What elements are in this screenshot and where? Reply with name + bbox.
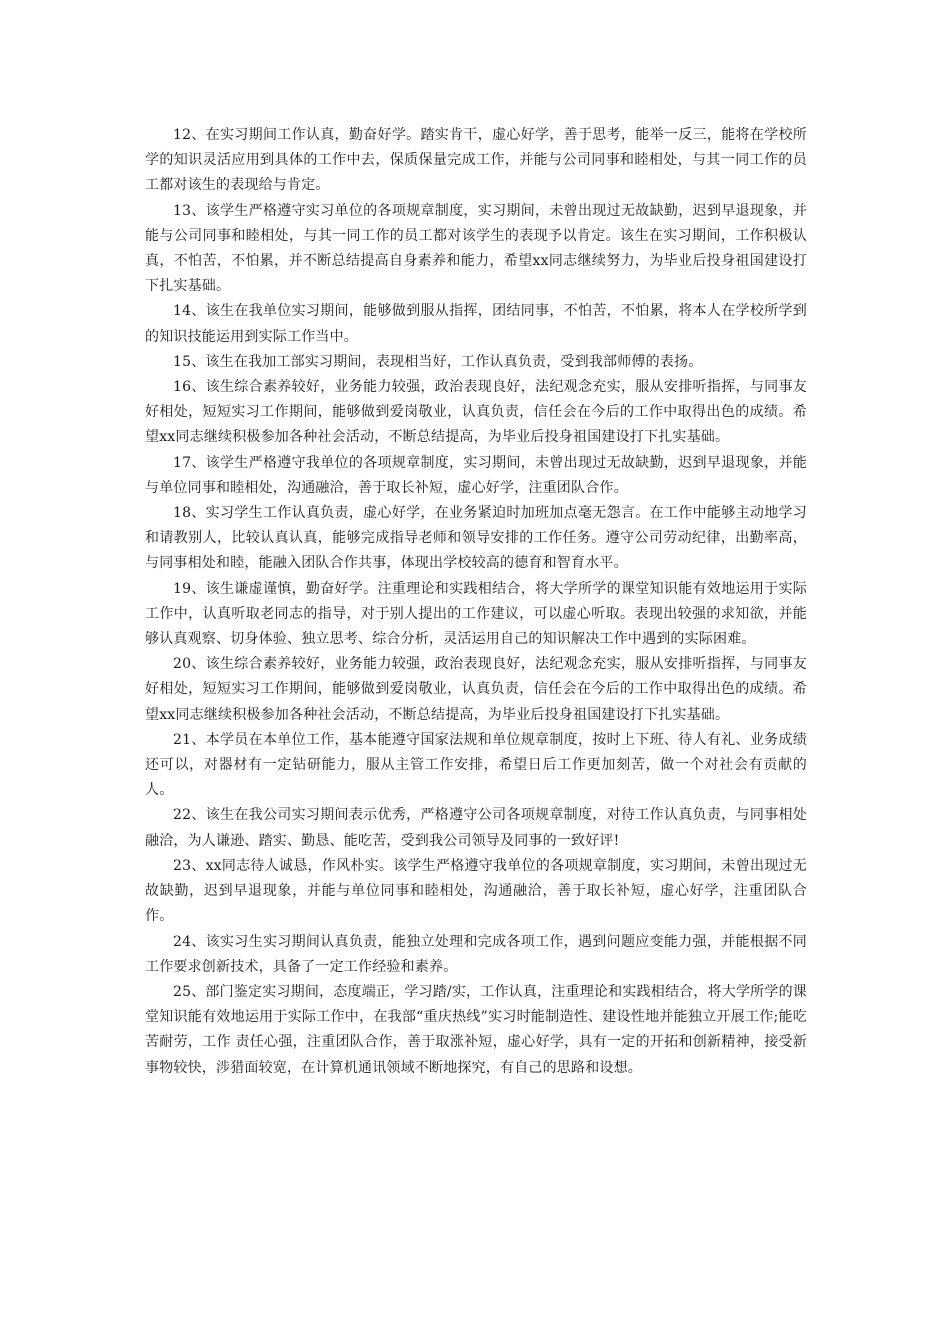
paragraph-20: 20、该生综合素养较好，业务能力较强，政治表现良好，法纪观念充实，服从安排听指挥，与同事友好相处，短短实习工作期间，能够做到爱岗敬业，认真负责，信任会在今后的工作中取得出色的成绩。希望xx同志继续积极参加各种社会活动，不断总结提高，为毕业后投身祖国建设打下扎实基础。 (145, 656, 807, 723)
paragraph-17: 17、该学生严格遵守我单位的各项规章制度，实习期间，未曾出现过无故缺勤，迟到早退现象，并能与单位同事和睦相处，沟通融洽，善于取长补短，虚心好学，注重团队合作。 (145, 454, 807, 496)
paragraph-24: 24、该实习生实习期间认真负责，能独立处理和完成各项工作，遇到问题应变能力强，并能根据不同工作要求创新技术，具备了一定工作经验和素养。 (145, 933, 807, 975)
paragraph-12: 12、在实习期间工作认真，勤奋好学。踏实肯干，虚心好学，善于思考，能举一反三，能将在学校所学的知识灵活应用到具体的工作中去，保质保量完成工作，并能与公司同事和睦相处，与其一同工作的员工都对该生的表现给与肯定。 (145, 127, 807, 194)
paragraph-13: 13、该学生严格遵守实习单位的各项规章制度，实习期间，未曾出现过无故缺勤，迟到早退现象，并能与公司同事和睦相处，与其一同工作的员工都对该学生的表现予以肯定。该生在实习期间，工作积极认真，不怕苦，不怕累，并不断总结提高自身素养和能力，希望xx同志继续努力，为毕业后投身祖国建设打下扎实基础。 (145, 202, 807, 295)
paragraph-19: 19、该生谦虚谨慎，勤奋好学。注重理论和实践相结合，将大学所学的课堂知识能有效地运用于实际工作中，认真听取老同志的指导，对于别人提出的工作建议，可以虚心听取。表现出较强的求知欲，并能够认真观察、切身体验、独立思考、综合分析，灵活运用自己的知识解决工作中遇到的实际困难。 (145, 580, 807, 648)
paragraph-15: 15、该生在我加工部实习期间，表现相当好，工作认真负责，受到我部师傅的表扬。 (173, 353, 703, 370)
paragraph-16: 16、该生综合素养较好，业务能力较强，政治表现良好，法纪观念充实，服从安排听指挥，与同事友好相处，短短实习工作期间，能够做到爱岗敬业，认真负责，信任会在今后的工作中取得出色的成绩。希望xx同志继续积极参加各种社会活动，不断总结提高，为毕业后投身祖国建设打下扎实基础。 (145, 379, 807, 446)
paragraph-14: 14、该生在我单位实习期间，能够做到服从指挥，团结同事，不怕苦，不怕累，将本人在学校所学到的知识技能运用到实际工作当中。 (145, 303, 807, 345)
paragraph-21: 21、本学员在本单位工作，基本能遵守国家法规和单位规章制度，按时上下班、待人有礼、业务成绩还可以，对器材有一定钻研能力，服从主管工作安排，希望日后工作更加刻苦，做一个对社会有贡献的人。 (145, 731, 807, 799)
document-body (145, 123, 807, 1081)
paragraph-18: 18、实习学生工作认真负责，虚心好学，在业务紧迫时加班加点毫无怨言。在工作中能够主动地学习和请教别人，比较认真认真，能够完成指导老师和领导安排的工作任务。遵守公司劳动纪律，出勤率高，与同事相处和睦，能融入团队合作共事，体现出学校较高的德育和智育水平。 (145, 505, 807, 572)
paragraph-23: 23、xx同志待人诚恳，作风朴实。该学生严格遵守我单位的各项规章制度，实习期间，未曾出现过无故缺勤，迟到早退现象，并能与单位同事和睦相处，沟通融洽，善于取长补短，虚心好学，注重团队合作。 (145, 857, 807, 925)
paragraph-25: 25、部门鉴定实习期间，态度端正，学习踏/实，工作认真，注重理论和实践相结合，将大学所学的课堂知识能有效地运用于实际工作中，在我部“重庆热线”实习时能制造性、建设性地并能独立开展工作;能吃苦耐劳，工作 责任心强，注重团队合作，善于取涨补短，虚心好学，具有一定的开拓和创新精神，接受新事物较快，涉猎面较宽，在计算机通讯领域不断地探究，有自己的思路和设想。 (145, 983, 807, 1076)
paragraph-22: 22、该生在我公司实习期间表示优秀，严格遵守公司各项规章制度，对待工作认真负责，与同事相处融洽，为人谦逊、踏实、勤恳、能吃苦，受到我公司领导及同事的一致好评! (145, 807, 807, 849)
